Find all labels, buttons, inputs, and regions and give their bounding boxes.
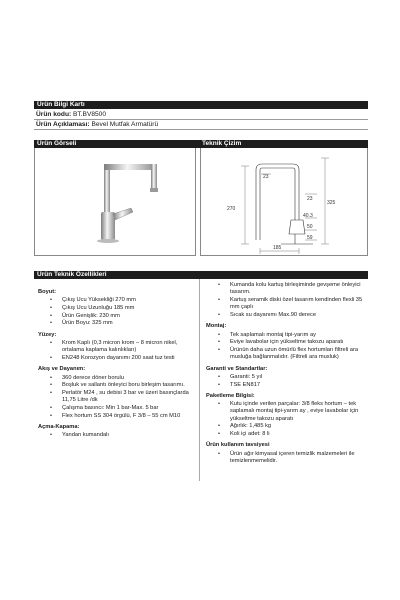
spec-item: • TSE EN817 xyxy=(230,382,368,389)
spec-item: • EN248 Korozyon dayanımı 200 saat tuz testi xyxy=(62,355,196,362)
spec-list xyxy=(206,451,368,466)
spec-item: • Krom Kaplı (0,3 micron krom – 8 micron nikel, ortalama kaplama kalınlıkları) xyxy=(62,340,196,355)
product-code-label: Ürün kodu: xyxy=(36,111,72,118)
spec-item: • 360 derece döner borulu xyxy=(62,375,196,382)
product-desc-value: Bevel Mutfak Armatürü xyxy=(91,121,159,128)
drawing-label-40-3: 40.3 xyxy=(303,213,313,219)
spec-list xyxy=(206,374,368,389)
drawing-label-325: 325 xyxy=(327,200,336,206)
spec-heading: Yüzey: xyxy=(38,331,57,338)
product-desc-label: Ürün Açıklaması: xyxy=(36,121,90,128)
spec-item: • Kutu içinde verilen parçalar: 3/8 fleks hortum – tek saplamalı montaj tipi-yarım ay , eviye lavabolar için yükseltme takozu aparatı xyxy=(230,401,368,423)
specs-left-column xyxy=(38,289,196,440)
product-image-panel xyxy=(34,148,196,256)
drawing-label-23-right: 23 xyxy=(307,196,313,202)
spec-item: • Ürün ağır kimyasal içeren temizlik malzemeleri ile temizlenmemelidir. xyxy=(230,451,368,466)
spec-list xyxy=(206,401,368,438)
specs-title-bar xyxy=(34,271,368,279)
spec-list xyxy=(206,282,368,319)
spec-item: • Eviye lavabolar için yükseltme takozu aparatı xyxy=(230,339,368,346)
info-rows xyxy=(34,110,368,130)
specs-right-column xyxy=(206,281,368,466)
spec-list xyxy=(38,340,196,362)
image-section-title: Ürün Görseli xyxy=(37,140,77,147)
spec-list xyxy=(38,375,196,420)
spec-item: • Tek saplamalı montaj tipi-yarım ay xyxy=(230,332,368,339)
info-title-bar xyxy=(34,101,368,109)
spec-heading: Açma-Kapama: xyxy=(38,423,80,430)
spec-heading: Montaj: xyxy=(206,323,227,330)
spec-heading: Boyut: xyxy=(38,289,57,295)
spec-list xyxy=(206,332,368,362)
spec-item: • Boşluk ve sallantı önleyici boru birleşim tasarımı. xyxy=(62,382,196,389)
spec-item: • Çıkış Ucu Yüksekliği 270 mm xyxy=(62,297,196,304)
faucet-image xyxy=(35,148,195,254)
spec-heading: Paketleme Bilgisi: xyxy=(206,392,255,399)
drawing-section-title: Teknik Çizim xyxy=(202,140,242,147)
spec-item: • Ürünün daha uzun ömürlü flex hortumları filtreli ara musluğa bağlanmalıdır. (Filtreli ara musluk) xyxy=(230,347,368,362)
spec-item: • Koli içi adet: 8 li xyxy=(230,431,368,438)
spec-item: • Ağırlık: 1,485 kg xyxy=(230,423,368,430)
drawing-label-50: 50 xyxy=(307,224,313,230)
info-title: Ürün Bilgi Kartı xyxy=(37,101,85,108)
image-drawing-title-bar xyxy=(34,140,368,148)
product-desc-row xyxy=(34,120,368,130)
spec-item: • Çalışma basıncı: Min 1 bar-Max. 5 bar xyxy=(62,405,196,412)
spec-item: • Ürün Boyu: 325 mm xyxy=(62,320,196,327)
spec-heading: Garanti ve Standartlar: xyxy=(206,365,268,372)
spec-item: • Çıkış Ucu Uzunluğu 185 mm xyxy=(62,305,196,312)
product-code-value: BT.BV8500 xyxy=(73,111,107,118)
spec-item: • Flex hortum SS 304 örgülü, F 3/8 – 55 cm M10 xyxy=(62,413,196,420)
technical-drawing xyxy=(201,148,367,254)
spec-list xyxy=(38,297,196,327)
technical-drawing-panel xyxy=(200,148,368,256)
spec-item: • Ürün Genişlik: 230 mm xyxy=(62,313,196,320)
specs-section-title: Ürün Teknik Özellikleri xyxy=(37,271,107,278)
spec-item: • Perlatör M24 , su debisi 3 bar ve üzeri basınçlarda 11,75 Litre /dk xyxy=(62,390,196,405)
drawing-label-270: 270 xyxy=(227,206,236,212)
drawing-label-185: 185 xyxy=(273,245,282,251)
drawing-label-23-top: 23 xyxy=(263,174,269,180)
specs-column-divider xyxy=(199,279,200,481)
spec-item: • Yandan kumandalı xyxy=(62,432,196,439)
spec-item: • Garanti: 5 yıl xyxy=(230,374,368,381)
spec-item: • Kumanda kolu kartuş birleşiminde gevşeme önleyici tasarım. xyxy=(230,282,368,297)
spec-heading: Akış ve Dayanım: xyxy=(38,366,86,373)
spec-item: • Kartuş seramik diski özel tasarım kendinden flexli 35 mm çaplı xyxy=(230,297,368,312)
spec-item: • Sıcak su dayanımı Max.90 derece xyxy=(230,312,368,319)
product-code-row xyxy=(34,110,368,120)
drawing-label-59: 59 xyxy=(307,235,313,241)
spec-heading: Ürün kullanım tavsiyesi xyxy=(206,442,270,449)
spec-list xyxy=(38,432,196,439)
